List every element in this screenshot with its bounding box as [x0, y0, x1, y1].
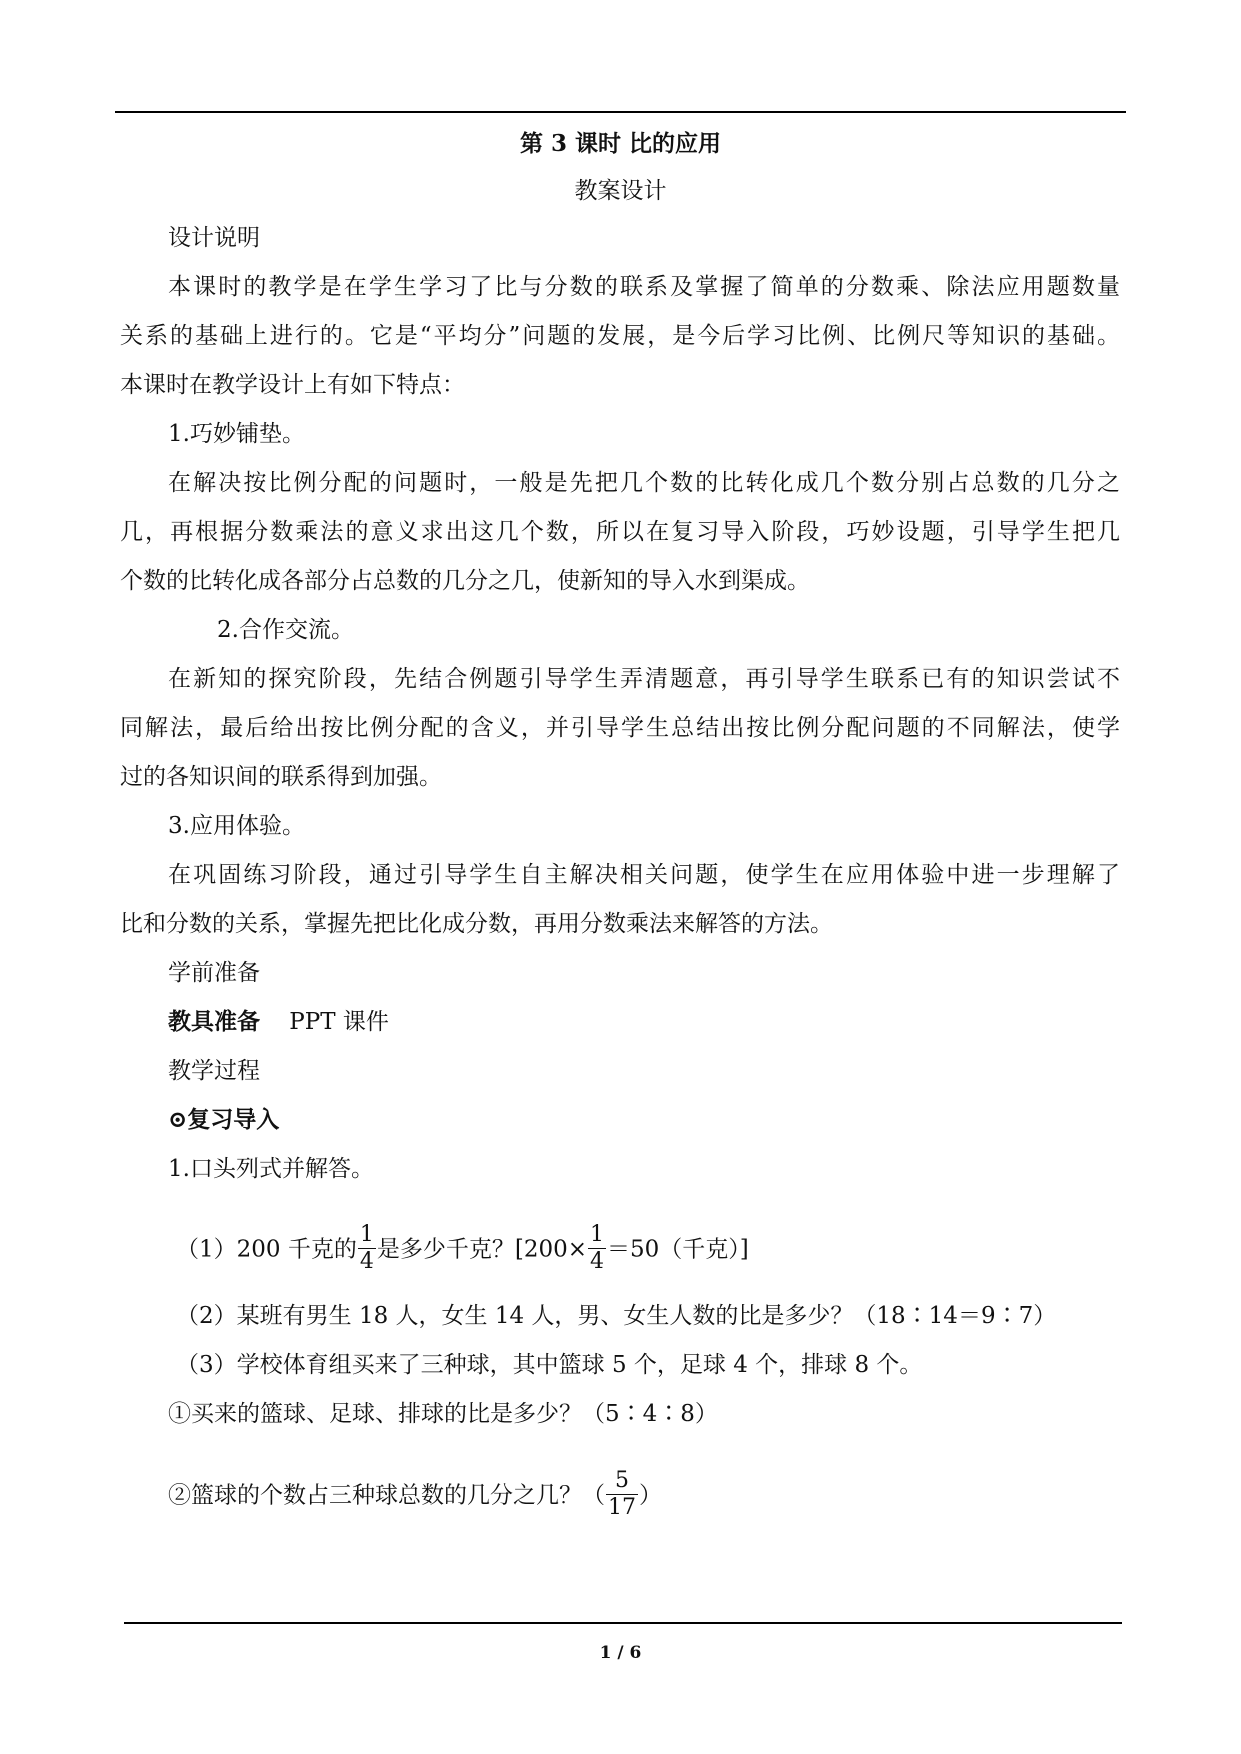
header-rule — [115, 111, 1126, 113]
point3-line-2: 比和分数的关系，掌握先把比化成分数，再用分数乘法来解答的方法。 — [120, 911, 833, 937]
question-3a: ①买来的篮球、足球、排球的比是多少？（5∶4∶8） — [168, 1401, 718, 1427]
point2-line-1: 在新知的探究阶段，先结合例题引导学生弄清题意，再引导学生联系已有的知识尝试不 — [168, 666, 1120, 692]
point1-heading: 1.巧妙铺垫。 — [168, 421, 305, 447]
fraction-denominator: 17 — [608, 1495, 636, 1520]
fraction-numerator: 5 — [606, 1470, 638, 1495]
fraction-one-quarter-answer — [588, 1224, 606, 1273]
page-number: 1 / 6 — [599, 1643, 642, 1663]
q1-mid: 是多少千克？[200× — [376, 1236, 588, 1263]
fraction-five-seventeenths — [606, 1470, 638, 1519]
question-3: （3）学校体育组买来了三种球，其中篮球 5 个，足球 4 个，排球 8 个。 — [176, 1352, 923, 1378]
design-notes-heading: 设计说明 — [168, 225, 260, 251]
q1-suffix: ＝50（千克）] — [607, 1236, 749, 1263]
q3b-suffix: ） — [639, 1482, 662, 1509]
tools-value: PPT 课件 — [289, 1009, 389, 1035]
prep-heading: 学前准备 — [168, 960, 260, 986]
footer-rule — [124, 1622, 1122, 1624]
task1-heading: 1.口头列式并解答。 — [168, 1156, 374, 1182]
review-heading: ⊙复习导入 — [168, 1106, 280, 1133]
q3b-prefix: ②篮球的个数占三种球总数的几分之几？（ — [168, 1482, 605, 1509]
intro-line-3: 本课时在教学设计上有如下特点： — [120, 372, 465, 398]
point3-line-1: 在巩固练习阶段，通过引导学生自主解决相关问题，使学生在应用体验中进一步理解了 — [168, 862, 1120, 888]
question-3b — [168, 1468, 662, 1521]
fraction-numerator: 1 — [359, 1222, 374, 1247]
process-heading: 教学过程 — [168, 1058, 260, 1084]
intro-line-1: 本课时的教学是在学生学习了比与分数的联系及掌握了简单的分数乘、除法应用题数量 — [168, 274, 1120, 300]
fraction-denominator: 4 — [359, 1249, 374, 1274]
question-2: （2）某班有男生 18 人，女生 14 人，男、女生人数的比是多少？（18∶14＝9∶7） — [176, 1303, 1057, 1329]
point1-line-2: 几，再根据分数乘法的意义求出这几个数，所以在复习导入阶段，巧妙设题，引导学生把几 — [120, 519, 1120, 545]
tools-row — [168, 1006, 389, 1038]
point2-line-2: 同解法，最后给出按比例分配的含义，并引导学生总结出按比例分配问题的不同解法，使学 — [120, 715, 1120, 741]
point3-heading: 3.应用体验。 — [168, 813, 305, 839]
question-1 — [176, 1222, 749, 1275]
point2-line-3: 过的各知识间的联系得到加强。 — [120, 764, 442, 790]
point1-line-3: 个数的比转化成各部分占总数的几分之几，使新知的导入水到渠成。 — [120, 568, 810, 594]
intro-line-2: 关系的基础上进行的。它是“平均分”问题的发展，是今后学习比例、比例尺等知识的基础。 — [120, 323, 1120, 349]
point2-heading: 2.合作交流。 — [217, 617, 354, 643]
lesson-title: 第 3 课时 比的应用 — [519, 130, 722, 157]
fraction-denominator: 4 — [590, 1249, 605, 1274]
fraction-one-quarter — [358, 1224, 376, 1273]
point1-line-1: 在解决按比例分配的问题时，一般是先把几个数的比转化成几个数分别占总数的几分之 — [168, 470, 1120, 496]
tools-label: 教具准备 — [168, 1008, 260, 1035]
q1-prefix: （1）200 千克的 — [176, 1236, 357, 1263]
lesson-subtitle: 教案设计 — [574, 178, 667, 204]
fraction-numerator: 1 — [590, 1222, 605, 1247]
